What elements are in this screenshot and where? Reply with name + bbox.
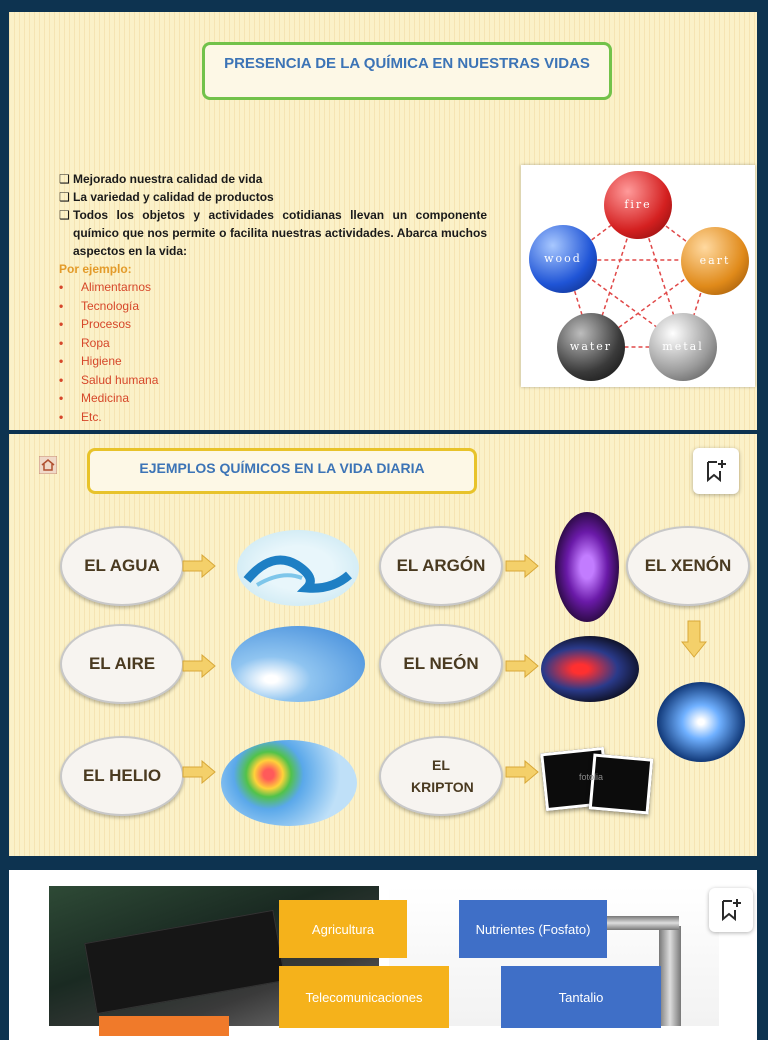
slide-1-title: PRESENCIA DE LA QUÍMICA EN NUESTRAS VIDAS [202,42,612,100]
wood-ball: wood [529,225,597,293]
tag-agricultura: Agricultura [279,900,407,958]
example-label: Por ejemplo: [59,262,132,276]
bullet-text: La variedad y calidad de productos [73,190,274,204]
bullet-text: Todos los objetos y actividades cotidianas llevan un componente químico que nos permite o facilita nuestras actividades. Abarca muchos aspectos en la vida: [73,208,487,258]
list-item: • Etc. [59,409,102,424]
arrow-right-icon [505,760,539,784]
checkbox-bullet-icon: ❑ [59,172,70,186]
neon-oval: EL NEÓN [379,624,503,704]
home-icon[interactable] [39,456,57,474]
slide-3 [9,870,757,1040]
arrow-right-icon [505,654,539,678]
list-item: • Tecnología [59,298,140,313]
metal-ball: metal [649,313,717,381]
bullet-item [59,188,487,206]
slide-2 [9,434,757,856]
water-wave-image [237,530,359,606]
fire-ball: fire [604,171,672,239]
tag-nutrientes: Nutrientes (Fosfato) [459,900,607,958]
list-item: • Salud humana [59,372,159,387]
arrow-right-icon [505,554,539,578]
example-list [59,278,487,426]
slide-1 [9,12,757,430]
checkbox-bullet-icon: ❑ [59,208,70,222]
water-ball: water [557,313,625,381]
slide-2-title: EJEMPLOS QUÍMICOS EN LA VIDA DIARIA [87,448,477,494]
bullet-text: Mejorado nuestra calidad de vida [73,172,263,186]
xenon-oval: EL XENÓN [626,526,750,606]
bookmark-button[interactable] [709,888,753,932]
argon-oval: EL ARGÓN [379,526,503,606]
list-item: • Higiene [59,354,122,368]
bullet-section [59,170,487,426]
tag-tantalio: Tantalio [501,966,661,1028]
dandelion-image [231,626,365,702]
watermark-text: fotolia [579,772,604,782]
bullet-item [59,206,487,260]
earth-ball: eart [681,227,749,295]
list-item: • Ropa [59,335,110,350]
agua-oval: EL AGUA [60,526,184,606]
list-item: • Procesos [59,317,132,331]
list-item: • Medicina [59,391,130,405]
bookmark-add-icon [705,459,727,483]
bookmark-button[interactable] [693,448,739,494]
neon-lights-image [541,636,639,702]
argon-tube-image [555,512,619,622]
arrow-down-icon [681,620,707,658]
balloons-image [221,740,357,826]
bullet-item [59,170,487,188]
arrow-right-icon [182,554,216,578]
arrow-right-icon [182,760,216,784]
tag-telecomunicaciones: Telecomunicaciones [279,966,449,1028]
list-item: • Alimentarnos [59,280,152,294]
checkbox-bullet-icon: ❑ [59,190,70,204]
five-elements-image [521,165,755,387]
xenon-lamp-image [657,682,745,762]
arrow-right-icon [182,654,216,678]
helio-oval: EL HELIO [60,736,184,816]
photo-frames-image [543,746,649,816]
tag-partial [99,1016,229,1036]
aire-oval: EL AIRE [60,624,184,704]
bookmark-add-icon [720,898,742,922]
kripton-oval: EL KRIPTON [379,736,503,816]
